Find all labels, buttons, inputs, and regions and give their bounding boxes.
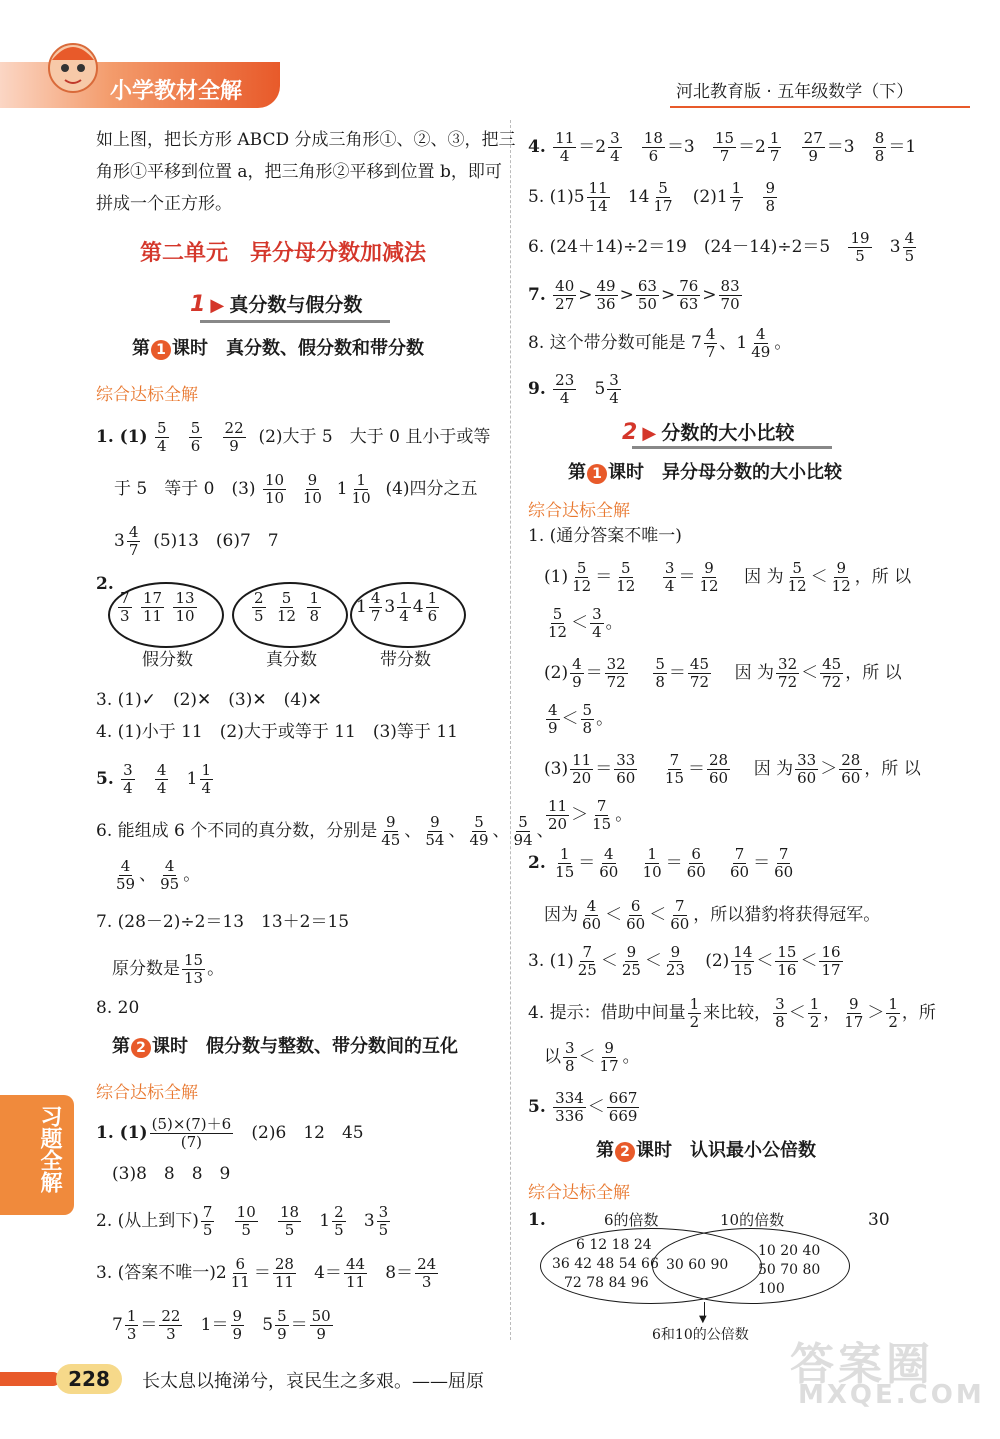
- q1-part-2: (2)大于 5 大于 0 且小于或等: [258, 427, 491, 447]
- intro-line-3: 拼成一个正方形。: [96, 194, 232, 214]
- c4: 4. 提示：借助中间量 $\frac{1}{2}$ 来比较， $\frac{3}{8}$ ＜ $\frac{1}{2}$ ， $\frac{9}{17}$ ＞ $\frac{1}{2}$ ，所: [528, 995, 936, 1031]
- watermark-line-2: MXQE.COM: [798, 1380, 985, 1410]
- lesson-2-heading: [112, 1032, 458, 1058]
- watermark-line-1: 答案圈: [790, 1339, 934, 1390]
- lesson-2-title: 课时 假分数与整数、带分数间的互化: [152, 1036, 458, 1057]
- r-q7: 7. $\frac{40}{27}$ > $\frac{49}{36}$ > $\frac{63}{50}$ > $\frac{76}{63}$ > $\frac{83}{70}$: [528, 277, 740, 313]
- r-lesson-1-prefix: 第: [568, 462, 586, 483]
- venn-caption: 6和10的公倍数: [652, 1327, 749, 1343]
- section-1-number: 1: [190, 292, 206, 317]
- brand-title: 小学教材全解: [110, 79, 243, 104]
- header-rule: [670, 106, 970, 108]
- r-q7-prefix: 7.: [528, 285, 546, 305]
- q6: 6. 能组成 6 个不同的真分数，分别是 $\frac{9}{45}$ 、 $\frac{9}{54}$ 、 $\frac{5}{49}$ 、 $\frac{5}{94}$ 、: [96, 813, 554, 849]
- l2-q1-line-1: 1. (1) $\frac{(5)\times(7)+6}{(7)}$ (2)6 12 45: [96, 1115, 364, 1151]
- intro-line-1: 如上图，把长方形 ABCD 分成三角形①、②、③，把三: [96, 130, 516, 150]
- q1-prefix: 1. (1): [96, 427, 148, 447]
- oval-improper-label: 假分数: [142, 650, 193, 670]
- l2-q1-line-2: (3)8 8 8 9: [112, 1164, 231, 1184]
- r-q5: 5. (1)5 $\frac{11}{14}$ 14 $\frac{5}{17}$ (2)1 $\frac{1}{7}$ $\frac{9}{8}$: [528, 179, 775, 215]
- arrow-down-icon: ▼: [699, 1314, 707, 1325]
- c3-prefix: 3. (1): [528, 951, 574, 971]
- lesson-1-number: 1: [151, 340, 171, 360]
- column-divider: [510, 120, 511, 1340]
- mascot-icon: [44, 38, 102, 102]
- r-lesson-1-title: 课时 异分母分数的大小比较: [608, 462, 842, 483]
- venn-left-row-2: 36 42 48 54 66: [552, 1256, 659, 1272]
- oval-improper-content: $\frac{7}{3}$ $\frac{17}{11}$ $\frac{13}{10}$: [120, 589, 195, 625]
- so-1: ，所 以: [854, 567, 912, 587]
- c4-hint: 4. 提示：借助中间量: [528, 1003, 686, 1023]
- oval-mixed-label: 带分数: [380, 650, 431, 670]
- c2-prefix: 2.: [528, 853, 546, 873]
- subsection-1-label: 综合达标全解: [96, 385, 198, 405]
- c4-b: 以 $\frac{3}{8}$ ＜ $\frac{9}{17}$ 。: [544, 1039, 640, 1075]
- intro-line-2: 角形①平移到位置 a，把三角形②平移到位置 b，即可: [96, 162, 502, 182]
- watermark: [790, 1328, 985, 1410]
- c4-compare: 来比较，: [703, 1003, 772, 1023]
- section-2-underline: [632, 446, 832, 449]
- q1-line-1: 1. (1) $\frac{5}{4}$ $\frac{5}{6}$ $\frac{22}{9}$ (2)大于 5 大于 0 且小于或等: [96, 419, 491, 455]
- q5: 5. $\frac{3}{4}$ $\frac{4}{4}$ 1 $\frac{1}{4}$: [96, 761, 212, 797]
- footer-bar: [0, 1372, 60, 1386]
- venn-left-row-1: 6 12 18 24: [576, 1237, 652, 1253]
- r-q6-text: 6. (24＋14)÷2＝19 (24－14)÷2＝5: [528, 237, 831, 257]
- c1-1: (1) $\frac{5}{12}$ ＝ $\frac{5}{12}$ $\frac{3}{4}$ ＝ $\frac{9}{12}$ 因 为 $\frac{5}{12}$ ＜ $\frac{9}{12}$ ，所 以: [544, 559, 912, 595]
- q2-label: 2.: [96, 574, 114, 594]
- because-2: 因 为: [734, 663, 775, 683]
- l2-q1-part-2: (2)6 12 45: [251, 1123, 364, 1143]
- r-q9: 9. $\frac{23}{4}$ 5 $\frac{3}{4}$: [528, 371, 619, 407]
- because-1: 因 为: [744, 567, 784, 587]
- r-q8: 8. 这个带分数可能是 7 $\frac{4}{7}$ 、1 $\frac{4}{49}$ 。: [528, 325, 792, 361]
- venn-q-label: 1.: [528, 1210, 546, 1230]
- r-lesson-1-number: 1: [587, 464, 607, 484]
- venn-right-title: 10的倍数: [720, 1211, 785, 1229]
- side-tab: [0, 1095, 74, 1215]
- lesson-1-prefix: 第: [132, 338, 150, 359]
- chevron-right-icon: ▶: [642, 423, 657, 444]
- r-lesson-2-prefix: 第: [596, 1140, 614, 1161]
- section-2-number: 2: [622, 420, 638, 445]
- r-q8-text: 8. 这个带分数可能是 7: [528, 333, 702, 353]
- chevron-right-icon: ▶: [210, 295, 225, 316]
- q8: 8. 20: [96, 998, 140, 1018]
- c5: 5. $\frac{334}{336}$ ＜ $\frac{667}{669}$: [528, 1089, 638, 1125]
- because-3: 因 为: [753, 759, 794, 779]
- subsection-2-label: 综合达标全解: [96, 1083, 198, 1103]
- c1-3b: $\frac{11}{20}$ ＞ $\frac{7}{15}$ 。: [548, 797, 633, 833]
- c3: 3. (1) $\frac{7}{25}$ ＜ $\frac{9}{25}$ ＜ $\frac{9}{23}$ (2) $\frac{14}{15}$ ＜ $\frac{15}{16}$ ＜ $\frac{16}{17}$: [528, 943, 841, 979]
- q1-line-2: 于 5 等于 0 (3) $\frac{10}{10}$ $\frac{9}{10}$ 1 $\frac{1}{10}$ (4)四分之五: [114, 471, 478, 507]
- venn-left-row-3: 72 78 84 96: [564, 1275, 649, 1291]
- unit-title: 第二单元 异分母分数加减法: [140, 241, 427, 266]
- c1-3: (3) $\frac{11}{20}$ ＝ $\frac{33}{60}$ $\frac{7}{15}$ ＝ $\frac{28}{60}$ 因 为 $\frac{33}{60}$ ＞ $\frac{28}{60}$ ，所 以: [544, 751, 921, 787]
- c2-conclusion: ，所以猎豹将获得冠军。: [693, 905, 881, 925]
- venn-common-values: 30 60 90: [666, 1257, 729, 1273]
- c4-so-2: 以: [544, 1047, 561, 1067]
- section-2-heading: [622, 418, 794, 445]
- c1-2: (2) $\frac{4}{9}$ ＝ $\frac{32}{72}$ $\frac{5}{8}$ ＝ $\frac{45}{72}$ 因 为 $\frac{32}{72}$ ＜ $\frac{45}{72}$ ，所 以: [544, 655, 902, 691]
- q7-line-2: 原分数是 $\frac{15}{13}$ 。: [112, 951, 225, 987]
- oval-proper-label: 真分数: [266, 650, 317, 670]
- c2: 2. $\frac{1}{15}$ ＝ $\frac{4}{60}$ $\frac{1}{10}$ ＝ $\frac{6}{60}$ $\frac{7}{60}$ ＝ $\frac{7}{60}$: [528, 845, 794, 881]
- r-lesson-2-heading: [596, 1136, 816, 1162]
- l2-q2: 2. (从上到下) $\frac{7}{5}$ $\frac{10}{5}$ $\frac{18}{5}$ 1 $\frac{2}{5}$ 3 $\frac{3}{5}$: [96, 1203, 389, 1239]
- l2-q3-prefix: 3. (答案不唯一)2: [96, 1263, 227, 1283]
- l2-q3: 3. (答案不唯一)2 $\frac{6}{11}$ ＝ $\frac{28}{11}$ 4＝ $\frac{44}{11}$ 8＝ $\frac{24}{3}$: [96, 1255, 437, 1291]
- q1-part-4: (4)四分之五: [385, 479, 478, 499]
- r-subsection-2-label: 综合达标全解: [528, 1183, 630, 1203]
- l2-q3-cont: 7 $\frac{1}{3}$ ＝ $\frac{22}{3}$ 1＝ $\frac{9}{9}$ 5 $\frac{5}{9}$ ＝ $\frac{50}{9}$: [112, 1307, 331, 1343]
- book-edition: 河北教育版 · 五年级数学（下）: [676, 82, 914, 102]
- venn-answer: 30: [868, 1210, 890, 1230]
- r-lesson-1-heading: [568, 458, 842, 484]
- so-2: ，所 以: [845, 663, 902, 683]
- footer-quote: 长太息以掩涕兮，哀民生之多艰。——屈原: [142, 1371, 484, 1392]
- side-tab-label: 习题全解: [37, 1105, 62, 1193]
- r-lesson-2-number: 2: [615, 1142, 635, 1162]
- q6-text: 6. 能组成 6 个不同的真分数，分别是: [96, 821, 378, 841]
- section-1-title: 真分数与假分数: [229, 294, 363, 316]
- c4-so-1: 所: [918, 1003, 936, 1023]
- c5-prefix: 5.: [528, 1097, 546, 1117]
- c2-because: 因为: [544, 905, 578, 925]
- lesson-2-prefix: 第: [112, 1036, 130, 1057]
- q1-part-3: 于 5 等于 0 (3): [114, 479, 256, 499]
- venn-left-title: 6的倍数: [604, 1211, 659, 1229]
- q7-line-1: 7. (28－2)÷2＝13 13＋2＝15: [96, 912, 350, 932]
- so-3: ，所 以: [864, 759, 921, 779]
- r-lesson-2-title: 课时 认识最小公倍数: [636, 1140, 816, 1161]
- q7-text: 原分数是: [112, 959, 180, 979]
- r-q5-prefix: 5. (1)5: [528, 187, 585, 207]
- q3: 3. (1)✓ (2)✕ (3)✕ (4)✕: [96, 690, 322, 710]
- oval-proper-content: $\frac{2}{5}$ $\frac{5}{12}$ $\frac{1}{8}$: [254, 589, 319, 625]
- venn-right-row-2: 50 70 80: [758, 1262, 821, 1278]
- page-number: 228: [56, 1364, 122, 1394]
- q1-line-3: 3 $\frac{4}{7}$ (5)13 (6)7 7: [114, 523, 279, 559]
- venn-right-row-1: 10 20 40: [758, 1243, 821, 1259]
- q4: 4. (1)小于 11 (2)大于或等于 11 (3)等于 11: [96, 722, 458, 742]
- c2-b: 因为 $\frac{4}{60}$ ＜ $\frac{6}{60}$ ＜ $\frac{7}{60}$ ，所以猎豹将获得冠军。: [544, 897, 881, 933]
- r-q6: 6. (24＋14)÷2＝19 (24－14)÷2＝5 $\frac{19}{5}$ 3 $\frac{4}{5}$: [528, 229, 915, 265]
- r-q4-prefix: 4.: [528, 137, 546, 157]
- section-2-title: 分数的大小比较: [661, 422, 795, 444]
- section-1-underline: [200, 320, 390, 323]
- c1-title: 1. (通分答案不唯一): [528, 526, 682, 546]
- q5-prefix: 5.: [96, 769, 114, 789]
- q1-part-5: (5)13 (6)7 7: [153, 531, 279, 551]
- r-subsection-1-label: 综合达标全解: [528, 501, 630, 521]
- oval-mixed-content: 1 $\frac{4}{7}$ 3 $\frac{1}{4}$ 4 $\frac{1}{6}$: [356, 589, 438, 625]
- lesson-2-number: 2: [131, 1038, 151, 1058]
- venn-right-row-3: 100: [758, 1281, 785, 1297]
- c1-1b: $\frac{5}{12}$ ＜ $\frac{3}{4}$ 。: [548, 605, 623, 641]
- r-q4: 4. $\frac{11}{4}$ ＝2 $\frac{3}{4}$ $\frac{18}{6}$ ＝3 $\frac{15}{7}$ ＝2 $\frac{1}{7}$ $\frac{27}{9}$ ＝3 $\frac{8}{8}$ ＝1: [528, 129, 917, 165]
- q6-cont: $\frac{4}{59}$ 、 $\frac{4}{95}$ 。: [116, 857, 201, 893]
- venn-left-values: [552, 1236, 659, 1293]
- lesson-1-heading: [132, 334, 424, 360]
- venn-right-values: [758, 1242, 820, 1299]
- l2-q2-prefix: 2. (从上到下): [96, 1211, 199, 1231]
- section-1-heading: [190, 290, 362, 317]
- r-q9-prefix: 9.: [528, 379, 546, 399]
- c1-2b: $\frac{4}{9}$ ＜ $\frac{5}{8}$ 。: [548, 701, 614, 737]
- lesson-1-title: 课时 真分数、假分数和带分数: [172, 338, 424, 359]
- l2-q1-prefix: 1. (1): [96, 1123, 148, 1143]
